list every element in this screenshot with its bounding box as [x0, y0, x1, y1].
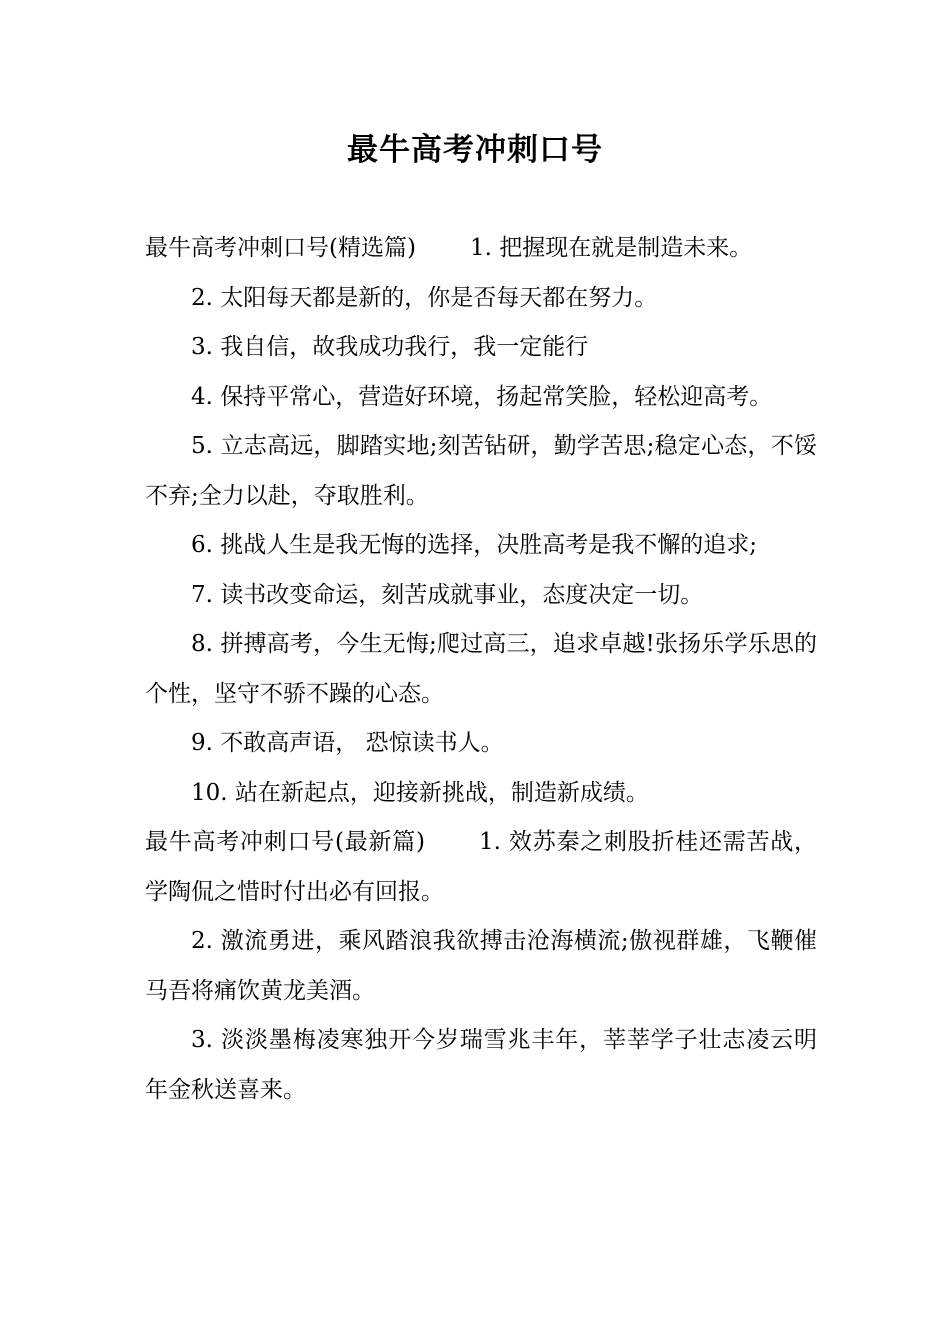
list-item: 5. 立志高远，脚踏实地;刻苦钻研，勤学苦思;稳定心态，不馁不弃;全力以赴，夺取胜利。 — [145, 433, 817, 509]
section-intro-paragraph — [145, 818, 817, 917]
section-intro-paragraph — [145, 224, 817, 274]
list-item: 4. 保持平常心，营造好环境，扬起常笑脸，轻松迎高考。 — [191, 383, 773, 410]
page-title: 最牛高考冲刺口号 — [347, 132, 603, 168]
list-item: 3. 淡淡墨梅凌寒独开今岁瑞雪兆丰年，莘莘学子壮志凌云明年金秋送喜来。 — [145, 1027, 817, 1103]
section-heading: 最牛高考冲刺口号(最新篇) — [145, 829, 425, 855]
list-item: 8. 拼搏高考，今生无悔;爬过高三，追求卓越!张扬乐学乐思的个性，坚守不骄不躁的心态。 — [145, 631, 817, 707]
list-item: 2. 激流勇进，乘风踏浪我欲搏击沧海横流;傲视群雄，飞鞭催马吾将痛饮黄龙美酒。 — [145, 928, 817, 1004]
list-item: 10. 站在新起点，迎接新挑战，制造新成绩。 — [191, 779, 649, 806]
list-item: 9. 不敢高声语， 恐惊读书人。 — [191, 730, 504, 756]
list-item: 2. 太阳每天都是新的，你是否每天都在努力。 — [191, 284, 658, 311]
list-item: 3. 我自信，故我成功我行，我一定能行 — [191, 334, 589, 360]
list-item: 7. 读书改变命运，刻苦成就事业，态度决定一切。 — [191, 581, 704, 608]
list-item: 1. 把握现在就是制造未来。 — [469, 235, 753, 261]
section-heading: 最牛高考冲刺口号(精选篇) — [145, 235, 416, 261]
document-body — [145, 224, 817, 1115]
list-item: 1. 效苏秦之刺股折桂还需苦战，学陶侃之惜时付出必有回报。 — [145, 829, 817, 905]
list-item: 6. 挑战人生是我无悔的选择，决胜高考是我不懈的追求; — [191, 532, 758, 558]
